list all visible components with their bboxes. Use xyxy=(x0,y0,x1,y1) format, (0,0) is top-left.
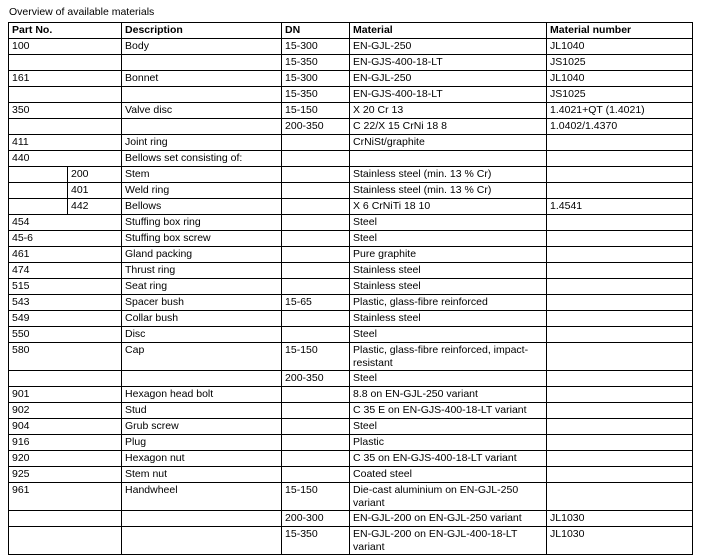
cell-part-no: 904 xyxy=(9,419,122,435)
cell-material: EN-GJS-400-18-LT xyxy=(350,55,547,71)
cell-material-number xyxy=(547,295,693,311)
cell-material-number: JS1025 xyxy=(547,55,693,71)
table-row xyxy=(9,167,693,183)
cell-dn xyxy=(282,263,350,279)
cell-part-no xyxy=(9,167,68,183)
cell-description: Collar bush xyxy=(122,311,282,327)
cell-part-no: 543 xyxy=(9,295,122,311)
column-header-dn: DN xyxy=(282,23,350,39)
cell-description: Plug xyxy=(122,435,282,451)
cell-material: Die-cast aluminium on EN-GJL-250 variant xyxy=(350,483,547,511)
cell-dn: 15-350 xyxy=(282,55,350,71)
table-row xyxy=(9,295,693,311)
cell-description xyxy=(122,55,282,71)
cell-sub-part-no: 442 xyxy=(68,199,122,215)
cell-material-number xyxy=(547,247,693,263)
cell-dn xyxy=(282,183,350,199)
table-row xyxy=(9,103,693,119)
cell-dn xyxy=(282,311,350,327)
cell-material: C 35 E on EN-GJS-400-18-LT variant xyxy=(350,403,547,419)
cell-material-number: JL1040 xyxy=(547,39,693,55)
cell-material-number xyxy=(547,435,693,451)
cell-dn xyxy=(282,215,350,231)
column-header-material: Material xyxy=(350,23,547,39)
cell-dn xyxy=(282,435,350,451)
cell-material: 8.8 on EN-GJL-250 variant xyxy=(350,387,547,403)
cell-material: Stainless steel (min. 13 % Cr) xyxy=(350,183,547,199)
cell-material-number: 1.4541 xyxy=(547,199,693,215)
table-row xyxy=(9,435,693,451)
cell-part-no: 902 xyxy=(9,403,122,419)
cell-material: Plastic, glass-fibre reinforced, impact-resistant xyxy=(350,343,547,371)
cell-part-no xyxy=(9,527,122,555)
cell-material-number xyxy=(547,387,693,403)
cell-part-no xyxy=(9,371,122,387)
cell-dn: 15-65 xyxy=(282,295,350,311)
cell-part-no: 515 xyxy=(9,279,122,295)
cell-material: X 20 Cr 13 xyxy=(350,103,547,119)
cell-dn: 200-300 xyxy=(282,511,350,527)
cell-material-number xyxy=(547,451,693,467)
cell-material: Stainless steel xyxy=(350,279,547,295)
table-row xyxy=(9,39,693,55)
table-row xyxy=(9,199,693,215)
cell-material: CrNiSt/graphite xyxy=(350,135,547,151)
table-caption: Overview of available materials xyxy=(9,6,155,18)
table-row xyxy=(9,343,693,371)
cell-material: Steel xyxy=(350,327,547,343)
cell-part-no xyxy=(9,119,122,135)
table-row xyxy=(9,419,693,435)
cell-dn xyxy=(282,279,350,295)
table-row xyxy=(9,119,693,135)
cell-part-no: 161 xyxy=(9,71,122,87)
cell-part-no: 100 xyxy=(9,39,122,55)
table-row xyxy=(9,511,693,527)
cell-dn: 15-350 xyxy=(282,527,350,555)
cell-material-number: JL1040 xyxy=(547,71,693,87)
cell-material-number xyxy=(547,263,693,279)
table-row xyxy=(9,403,693,419)
cell-material-number xyxy=(547,167,693,183)
cell-material xyxy=(350,151,547,167)
table-row xyxy=(9,527,693,555)
cell-material-number: JL1030 xyxy=(547,527,693,555)
table-row xyxy=(9,231,693,247)
cell-part-no: 925 xyxy=(9,467,122,483)
cell-description: Stud xyxy=(122,403,282,419)
table-row xyxy=(9,183,693,199)
cell-material: Stainless steel (min. 13 % Cr) xyxy=(350,167,547,183)
cell-description xyxy=(122,87,282,103)
cell-sub-part-no: 200 xyxy=(68,167,122,183)
cell-description xyxy=(122,371,282,387)
cell-dn: 15-150 xyxy=(282,483,350,511)
cell-material: Steel xyxy=(350,215,547,231)
cell-material-number xyxy=(547,151,693,167)
cell-dn xyxy=(282,327,350,343)
cell-description: Cap xyxy=(122,343,282,371)
cell-description: Gland packing xyxy=(122,247,282,263)
table-row xyxy=(9,311,693,327)
cell-material: C 35 on EN-GJS-400-18-LT variant xyxy=(350,451,547,467)
cell-material-number xyxy=(547,467,693,483)
cell-material: EN-GJL-250 xyxy=(350,71,547,87)
table-row xyxy=(9,263,693,279)
cell-material-number xyxy=(547,419,693,435)
column-header-material-number: Material number xyxy=(547,23,693,39)
cell-material-number xyxy=(547,403,693,419)
cell-material-number xyxy=(547,231,693,247)
column-header-description: Description xyxy=(122,23,282,39)
cell-description: Hexagon head bolt xyxy=(122,387,282,403)
cell-material-number xyxy=(547,327,693,343)
cell-description: Valve disc xyxy=(122,103,282,119)
table-header xyxy=(9,23,693,39)
cell-part-no: 920 xyxy=(9,451,122,467)
cell-dn xyxy=(282,451,350,467)
cell-material-number: JS1025 xyxy=(547,87,693,103)
cell-description: Weld ring xyxy=(122,183,282,199)
table-row xyxy=(9,483,693,511)
cell-part-no: 549 xyxy=(9,311,122,327)
cell-part-no xyxy=(9,87,122,103)
cell-dn xyxy=(282,231,350,247)
cell-material-number xyxy=(547,183,693,199)
cell-description: Handwheel xyxy=(122,483,282,511)
cell-description: Stem nut xyxy=(122,467,282,483)
table-row xyxy=(9,279,693,295)
cell-material: EN-GJL-200 on EN-GJL-400-18-LT variant xyxy=(350,527,547,555)
materials-table xyxy=(8,22,693,555)
cell-dn xyxy=(282,247,350,263)
cell-material-number xyxy=(547,371,693,387)
table-row xyxy=(9,387,693,403)
table-header-row xyxy=(9,23,693,39)
cell-part-no: 916 xyxy=(9,435,122,451)
cell-part-no: 901 xyxy=(9,387,122,403)
cell-description: Body xyxy=(122,39,282,55)
cell-part-no: 411 xyxy=(9,135,122,151)
cell-dn xyxy=(282,419,350,435)
cell-dn: 15-300 xyxy=(282,71,350,87)
cell-dn: 15-350 xyxy=(282,87,350,103)
cell-material: EN-GJL-250 xyxy=(350,39,547,55)
column-header-part-no: Part No. xyxy=(9,23,122,39)
cell-part-no xyxy=(9,511,122,527)
table-row xyxy=(9,55,693,71)
cell-material-number xyxy=(547,279,693,295)
cell-dn xyxy=(282,403,350,419)
cell-material: EN-GJL-200 on EN-GJL-250 variant xyxy=(350,511,547,527)
cell-material: C 22/X 15 CrNi 18 8 xyxy=(350,119,547,135)
cell-part-no: 440 xyxy=(9,151,122,167)
cell-part-no: 550 xyxy=(9,327,122,343)
cell-description: Disc xyxy=(122,327,282,343)
cell-part-no: 474 xyxy=(9,263,122,279)
table-row xyxy=(9,451,693,467)
cell-part-no: 961 xyxy=(9,483,122,511)
cell-description: Stuffing box ring xyxy=(122,215,282,231)
cell-description xyxy=(122,119,282,135)
cell-description: Stem xyxy=(122,167,282,183)
cell-material: Pure graphite xyxy=(350,247,547,263)
cell-material: Plastic xyxy=(350,435,547,451)
cell-part-no: 580 xyxy=(9,343,122,371)
table-row xyxy=(9,87,693,103)
cell-material: Steel xyxy=(350,419,547,435)
cell-part-no: 45-6 xyxy=(9,231,122,247)
cell-description xyxy=(122,527,282,555)
cell-material-number: 1.0402/1.4370 xyxy=(547,119,693,135)
table-row xyxy=(9,371,693,387)
cell-part-no: 454 xyxy=(9,215,122,231)
cell-description: Stuffing box screw xyxy=(122,231,282,247)
table-row xyxy=(9,467,693,483)
cell-material: Stainless steel xyxy=(350,263,547,279)
cell-material-number xyxy=(547,311,693,327)
cell-description: Seat ring xyxy=(122,279,282,295)
cell-description: Hexagon nut xyxy=(122,451,282,467)
cell-description xyxy=(122,511,282,527)
cell-description: Bonnet xyxy=(122,71,282,87)
table-row xyxy=(9,327,693,343)
cell-dn xyxy=(282,151,350,167)
table-row xyxy=(9,247,693,263)
cell-part-no xyxy=(9,199,68,215)
cell-part-no: 350 xyxy=(9,103,122,119)
cell-material: Stainless steel xyxy=(350,311,547,327)
table-row xyxy=(9,215,693,231)
table-row xyxy=(9,71,693,87)
cell-part-no xyxy=(9,55,122,71)
cell-dn: 200-350 xyxy=(282,371,350,387)
cell-material-number: 1.4021+QT (1.4021) xyxy=(547,103,693,119)
cell-dn xyxy=(282,467,350,483)
cell-description: Grub screw xyxy=(122,419,282,435)
cell-material: Plastic, glass-fibre reinforced xyxy=(350,295,547,311)
cell-material: Coated steel xyxy=(350,467,547,483)
cell-material: Steel xyxy=(350,371,547,387)
cell-material-number: JL1030 xyxy=(547,511,693,527)
table-row xyxy=(9,151,693,167)
cell-part-no xyxy=(9,183,68,199)
cell-dn xyxy=(282,387,350,403)
cell-part-no: 461 xyxy=(9,247,122,263)
cell-sub-part-no: 401 xyxy=(68,183,122,199)
cell-material: EN-GJS-400-18-LT xyxy=(350,87,547,103)
cell-material-number xyxy=(547,483,693,511)
cell-description: Spacer bush xyxy=(122,295,282,311)
cell-dn xyxy=(282,199,350,215)
cell-description: Bellows set consisting of: xyxy=(122,151,282,167)
cell-dn: 200-350 xyxy=(282,119,350,135)
cell-description: Joint ring xyxy=(122,135,282,151)
cell-material-number xyxy=(547,215,693,231)
cell-dn: 15-150 xyxy=(282,343,350,371)
cell-dn: 15-300 xyxy=(282,39,350,55)
cell-dn xyxy=(282,135,350,151)
cell-material-number xyxy=(547,135,693,151)
table-row xyxy=(9,135,693,151)
cell-material: Steel xyxy=(350,231,547,247)
cell-dn: 15-150 xyxy=(282,103,350,119)
cell-material: X 6 CrNiTi 18 10 xyxy=(350,199,547,215)
cell-material-number xyxy=(547,343,693,371)
cell-description: Thrust ring xyxy=(122,263,282,279)
cell-dn xyxy=(282,167,350,183)
table-body xyxy=(9,39,693,555)
cell-description: Bellows xyxy=(122,199,282,215)
